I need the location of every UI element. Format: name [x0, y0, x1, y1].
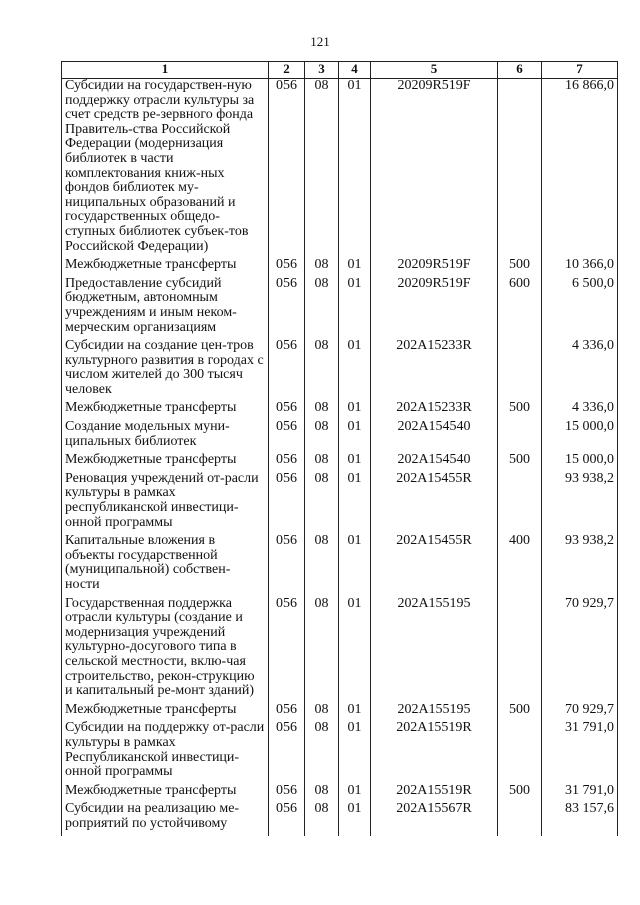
amount-value: 93 938,2: [542, 472, 618, 534]
ministry-code: 056: [269, 784, 305, 803]
row-label: Межбюджетные трансферты: [62, 401, 269, 420]
expense-type-code: [498, 79, 542, 259]
target-article-code: 20209R519F: [371, 79, 498, 259]
subsection-code: 01: [339, 277, 371, 339]
section-code: 08: [305, 79, 339, 259]
section-code: 08: [305, 703, 339, 722]
target-article-code: 202A154540: [371, 453, 498, 472]
row-label: Межбюджетные трансферты: [62, 703, 269, 722]
ministry-code: 056: [269, 453, 305, 472]
target-article-code: 20209R519F: [371, 277, 498, 339]
row-label: Капитальные вложения в объекты государственной (муниципальной) собствен-ности: [62, 534, 269, 596]
column-header: 5: [371, 62, 498, 79]
target-article-code: 202A15567R: [371, 802, 498, 835]
header-row: [62, 62, 618, 79]
expense-type-code: [498, 339, 542, 401]
amount-value: 6 500,0: [542, 277, 618, 339]
amount-value: 93 938,2: [542, 534, 618, 596]
column-header: 7: [542, 62, 618, 79]
expense-type-code: 500: [498, 703, 542, 722]
amount-value: 16 866,0: [542, 79, 618, 259]
subsection-code: 01: [339, 453, 371, 472]
page-number: 121: [310, 34, 330, 49]
table-row: [62, 721, 618, 783]
table-row: [62, 472, 618, 534]
amount-value: 10 366,0: [542, 258, 618, 277]
ministry-code: 056: [269, 721, 305, 783]
target-article-code: 202A15455R: [371, 534, 498, 596]
section-code: 08: [305, 339, 339, 401]
row-label: Государственная поддержка отрасли культуры (создание и модернизация учреждений культурно-досугового типа в сельской местности, вклю-чая строительство, рекон-струкцию и капитальный ре-монт зданий): [62, 597, 269, 703]
row-label: Межбюджетные трансферты: [62, 784, 269, 803]
column-header: 2: [269, 62, 305, 79]
row-label: Субсидии на государствен-ную поддержку отрасли культуры за счет средств ре-зервного фонда Правитель-ства Российской Федерации (модернизация библиотек в части комплектования книж-ных фондов библиотек му-ниципальных образований и государственных общедо-ступных библиотек субъек-тов Российской Федерации): [62, 79, 269, 259]
section-code: 08: [305, 277, 339, 339]
ministry-code: 056: [269, 597, 305, 703]
table-row: [62, 784, 618, 803]
amount-value: 4 336,0: [542, 401, 618, 420]
expense-type-code: 500: [498, 784, 542, 803]
expense-type-code: [498, 597, 542, 703]
expense-type-code: 600: [498, 277, 542, 339]
expense-type-code: [498, 802, 542, 835]
subsection-code: 01: [339, 784, 371, 803]
target-article-code: 202A15233R: [371, 339, 498, 401]
row-label: Создание модельных муни-ципальных библиотек: [62, 420, 269, 453]
table-row: [62, 802, 618, 835]
section-code: 08: [305, 472, 339, 534]
table-row: [62, 258, 618, 277]
ministry-code: 056: [269, 802, 305, 835]
ministry-code: 056: [269, 339, 305, 401]
ministry-code: 056: [269, 401, 305, 420]
section-code: 08: [305, 258, 339, 277]
subsection-code: 01: [339, 472, 371, 534]
amount-value: 15 000,0: [542, 420, 618, 453]
expense-type-code: [498, 472, 542, 534]
column-header: 6: [498, 62, 542, 79]
section-code: 08: [305, 420, 339, 453]
target-article-code: 202A154540: [371, 420, 498, 453]
table-row: [62, 277, 618, 339]
amount-value: 70 929,7: [542, 703, 618, 722]
table-row: [62, 420, 618, 453]
table-row: [62, 597, 618, 703]
target-article-code: 202A155195: [371, 703, 498, 722]
section-code: 08: [305, 721, 339, 783]
ministry-code: 056: [269, 472, 305, 534]
expense-type-code: [498, 721, 542, 783]
amount-value: 83 157,6: [542, 802, 618, 835]
subsection-code: 01: [339, 597, 371, 703]
amount-value: 31 791,0: [542, 784, 618, 803]
target-article-code: 202A15519R: [371, 721, 498, 783]
subsection-code: 01: [339, 721, 371, 783]
budget-table: [61, 61, 618, 836]
subsection-code: 01: [339, 258, 371, 277]
amount-value: 70 929,7: [542, 597, 618, 703]
ministry-code: 056: [269, 703, 305, 722]
row-label: Субсидии на реализацию ме-роприятий по устойчивому: [62, 802, 269, 835]
subsection-code: 01: [339, 534, 371, 596]
row-label: Предоставление субсидий бюджетным, автономным учреждениям и иным неком-мерческим организациям: [62, 277, 269, 339]
row-label: Реновация учреждений от-расли культуры в рамках республиканской инвестици-онной программы: [62, 472, 269, 534]
expense-type-code: 500: [498, 453, 542, 472]
amount-value: 15 000,0: [542, 453, 618, 472]
column-header: 1: [62, 62, 269, 79]
column-header: 3: [305, 62, 339, 79]
table-row: [62, 534, 618, 596]
expense-type-code: 500: [498, 401, 542, 420]
subsection-code: 01: [339, 339, 371, 401]
subsection-code: 01: [339, 79, 371, 259]
subsection-code: 01: [339, 802, 371, 835]
subsection-code: 01: [339, 703, 371, 722]
section-code: 08: [305, 401, 339, 420]
table-row: [62, 401, 618, 420]
amount-value: 4 336,0: [542, 339, 618, 401]
table-row: [62, 453, 618, 472]
target-article-code: 202A15519R: [371, 784, 498, 803]
target-article-code: 202A155195: [371, 597, 498, 703]
ministry-code: 056: [269, 277, 305, 339]
target-article-code: 20209R519F: [371, 258, 498, 277]
row-label: Межбюджетные трансферты: [62, 453, 269, 472]
amount-value: 31 791,0: [542, 721, 618, 783]
row-label: Субсидии на создание цен-тров культурного развития в городах с числом жителей до 300 тысяч человек: [62, 339, 269, 401]
section-code: 08: [305, 784, 339, 803]
target-article-code: 202A15233R: [371, 401, 498, 420]
section-code: 08: [305, 453, 339, 472]
row-label: Межбюджетные трансферты: [62, 258, 269, 277]
ministry-code: 056: [269, 79, 305, 259]
expense-type-code: [498, 420, 542, 453]
section-code: 08: [305, 534, 339, 596]
row-label: Субсидии на поддержку от-расли культуры в рамках Республиканской инвестици-онной программы: [62, 721, 269, 783]
expense-type-code: 400: [498, 534, 542, 596]
column-header: 4: [339, 62, 371, 79]
expense-type-code: 500: [498, 258, 542, 277]
subsection-code: 01: [339, 401, 371, 420]
section-code: 08: [305, 597, 339, 703]
table-row: [62, 339, 618, 401]
target-article-code: 202A15455R: [371, 472, 498, 534]
table-row: [62, 79, 618, 259]
table-row: [62, 703, 618, 722]
subsection-code: 01: [339, 420, 371, 453]
ministry-code: 056: [269, 534, 305, 596]
ministry-code: 056: [269, 258, 305, 277]
ministry-code: 056: [269, 420, 305, 453]
section-code: 08: [305, 802, 339, 835]
